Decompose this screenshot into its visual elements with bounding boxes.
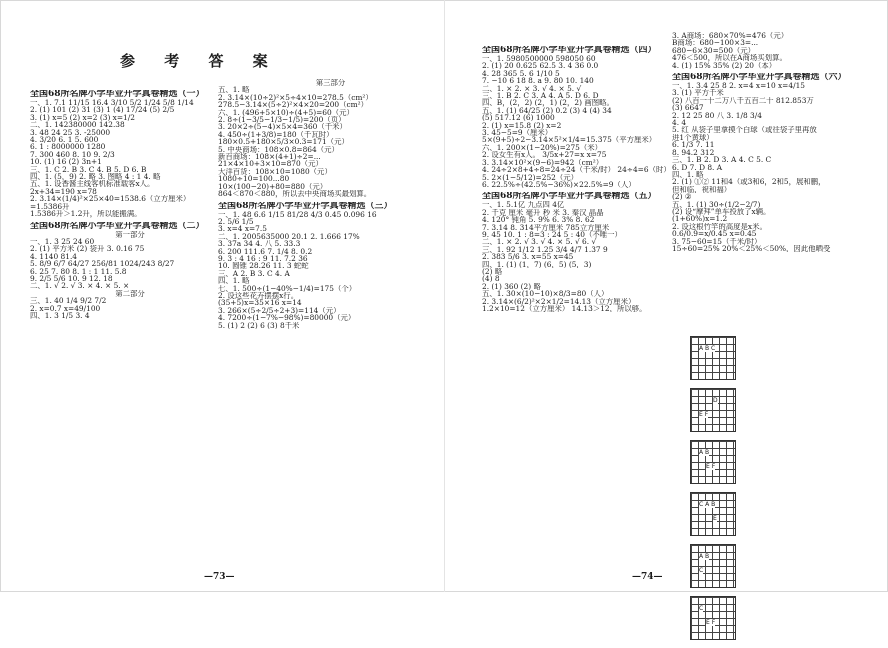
answer-line: 2. 3.14×(1/4)²×25×40=1538.6（立方厘米） <box>30 195 191 203</box>
answer-column-3 <box>482 42 682 312</box>
answer-line: 2. 设女生有x人。 3/5x+27=x x=75 <box>482 151 607 159</box>
answer-line: 3. (1) 平方千米 <box>672 89 724 97</box>
answer-line: (2) 略 <box>482 267 503 276</box>
answer-line: 680−6×30=500（元） <box>672 46 756 55</box>
answer-line: 四、1. (5，9) 2. 略 3. 图略 4 : 1 4. 略 <box>30 173 161 181</box>
answer-line: 2. (1) 平方米 (2) 袋升 3. 0.16 75 <box>30 245 145 253</box>
answer-line: 2. 设这些花卉摆摆x行。 <box>218 291 299 300</box>
answer-column-1 <box>30 86 230 319</box>
answer-line: 2. (1) ①② 11和4（或3和6，2和5，展和鹏， <box>672 178 826 186</box>
answer-line: 3. 266×(5÷2/5÷2+3)=114（元） <box>218 306 341 315</box>
answer-line: 5×(9+5)÷2−3.14×5²×1/4=15.375（平方厘米） <box>482 136 657 144</box>
answer-line: 二、1. × 2. × 3. √ 4. × 5. √ <box>482 84 582 93</box>
section-heading: 全国68所名牌小学毕业升学真卷精选（四） <box>482 46 657 55</box>
part-heading: 第二部分 <box>115 289 145 298</box>
answer-line: 6. 1/3 7. 11 <box>672 141 715 149</box>
section-heading: 全国68所名牌小学毕业升学真卷精选（六） <box>672 73 847 83</box>
answer-line: 2. 5/6 1/5 <box>218 217 254 226</box>
answer-line: 一、1. 48 6.6 1/15 81/28 4/3 0.45 0.096 16 <box>218 210 377 218</box>
section-heading: 全国68所名牌小学毕业升学真卷精选（五） <box>482 192 657 202</box>
answer-line: 五、1. (1) 64/25 (2) 0.2 (3) 4 (4) 34 <box>482 106 612 115</box>
answer-line: 一、1. 3.4 25 8 2. x=4 x=10 x=4/15 <box>672 82 805 90</box>
section-heading: 全国68所名牌小学毕业升学真卷精选（三） <box>218 201 393 211</box>
answer-line: 7. 3.14 8. 314平方厘米 785立方厘米 <box>482 223 610 231</box>
section-heading: 全国68所名牌小学毕业升学真卷精选（一） <box>30 90 205 99</box>
answer-line: (1+60%)x=1.2 <box>672 215 728 223</box>
answer-line: 4. 1140 81.4 <box>30 252 78 261</box>
answer-column-2 <box>218 79 443 329</box>
answer-line: 4. 120° 钝角 5. 9% 6. 3% 8. 62 <box>482 216 595 224</box>
answer-line: 二、1. × 2. √ 3. √ 4. × 5. √ 6. √ <box>482 238 597 246</box>
answer-line: 4. 4 <box>672 119 687 127</box>
answer-line: 4. 3/20 6. 1 5. 600 <box>30 136 99 144</box>
answer-line: 0.6/0.9=x/0.45 x=0.45 <box>672 230 757 238</box>
page-fold <box>444 0 445 592</box>
answer-line: 7. 300 460 8. 10 9. 2/3 <box>30 150 115 159</box>
answer-line: 5. 8/9 6/7 64/27 256/81 1024/243 8/27 <box>30 260 175 268</box>
answer-line: 六、1. 200×(1−20%)=275（米） <box>482 143 603 152</box>
answer-line: 进1个黄球） <box>672 133 714 142</box>
answer-line: (2) ② <box>672 193 692 201</box>
answer-line: 二、1. 2005635000 20.1 2. 1.666 17% <box>218 232 360 241</box>
answer-line: 三、1. B 2. D 3. A 4. C 5. C <box>672 156 772 164</box>
answer-line: 9. 3 : 4 16 : 9 11. 7.2 36 <box>218 254 308 263</box>
answer-line: (2) 设“摩拜”单车投放了x辆。 <box>672 207 771 216</box>
answer-line: 三、1. 40 1/4 9/2 7/2 <box>30 297 107 305</box>
answer-line: 21×4×10+3×10=870（元） <box>218 160 323 168</box>
answer-line: 四、1. 3 1/5 3. 4 <box>30 311 90 320</box>
answer-line: 1.5386升＞1.2升，所以能搬满。 <box>30 210 142 218</box>
answer-line: 7. −10 6 18 8. a 9. 80 10. 140 <box>482 77 594 85</box>
answer-line: 2. (1) x=15.8 (2) x=2 <box>482 121 562 130</box>
answer-line: 五、1. 设香酱主线客机标准载客x人。 <box>30 180 155 188</box>
answer-line: 三、A 2. B 3. C 4. A <box>218 269 290 278</box>
answer-line: 一、1. 5980500000 598050 60 <box>482 55 596 63</box>
answer-line: 10×(100−20)+80=880（元） <box>218 182 328 191</box>
answer-line: 新百商场：108×(4+1)÷2=... <box>218 153 321 161</box>
answer-line: 8. 94.2 312 <box>672 148 715 157</box>
answer-line: 6. 1 : 8000000 1280 <box>30 143 106 151</box>
answer-line: 3. 20×2÷(5−4)×5×4=360（千米） <box>218 123 347 131</box>
answer-line: =1.5386升 <box>30 202 70 211</box>
answer-line: 10. (1) 16 (2) 3n+1 <box>30 158 102 166</box>
answer-line: (3) 6647 <box>672 104 704 112</box>
part-heading: 第三部分 <box>315 79 346 87</box>
answer-line: 2. 3.14×(10÷2)²×5÷4×10=278.5（cm²） <box>218 93 373 102</box>
answer-line: 五、1. (1) 30÷(1/2−2/7) <box>672 200 761 208</box>
answer-column-4 <box>672 32 882 252</box>
answer-line: 6. 200 111.6 7. 1/4 8. 0.2 <box>218 247 313 255</box>
answer-line: 2. 383 5/6 3. x=55 x=45 <box>482 253 574 261</box>
page-number-right: —74— <box>632 572 663 582</box>
page-number-left: —73— <box>204 572 235 582</box>
answer-line: 3. 75−60=15（千米/时） <box>672 237 762 245</box>
answer-line: 5. 2×(1−5/12)=252（元） <box>482 173 579 181</box>
answer-line: 一、1. 3 25 24 60 <box>30 237 95 246</box>
answer-line: 三、1. B 2. C 3. A 4. A 5. D 6. D <box>482 92 599 100</box>
answer-line: 一、1. 7.1 11/15 16.4 3/10 5/2 1/24 5/8 1/14 <box>30 99 194 107</box>
answer-line: 9. 45 10. 1 : 8=3 : 24 5 : 40（不唯一） <box>482 230 622 239</box>
answer-line: 三、1. C 2. B 3. C 4. B 5. D 6. B <box>30 165 147 174</box>
answer-line: 四、B，(2，2) (2，1) (2，2) 画图略。 <box>482 99 614 107</box>
grid-figure: C E F <box>690 596 736 640</box>
answer-line: 一、1. 5.1亿 九点四 4亿 <box>482 201 565 209</box>
answer-line: 180×0.5+180×5/3×0.3=171（元） <box>218 138 349 146</box>
answer-line: 五、1. 30×(10−10)×8/3=80（人） <box>482 290 609 298</box>
answer-line: 3. 3.14×10²×(9−6)=942（cm²） <box>482 158 604 167</box>
answer-line: 3. x=4 x=7.5 <box>218 225 267 233</box>
answer-line: 5. 红 从袋子里拿摸个白球（或往袋子里再放 <box>672 126 817 134</box>
answer-line: 2. 8÷(1−3/5−1/3−1/5)=200（页） <box>218 116 346 124</box>
answer-line: 2. (1) 101 (2) 31 (3) 1 (4) 17/24 (5) 2/5 <box>30 106 175 114</box>
answer-line: 七、1. 500÷(1−40%−1/4)=175（个） <box>218 284 357 292</box>
grid-figure: A B C <box>690 544 736 588</box>
answer-line: 278.5−3.14×(5÷2)²×4×20=200（cm²） <box>218 101 369 109</box>
answer-line: 6. 25 7. 80 8. 1 : 1 11. 5.8 <box>30 267 127 275</box>
answer-line: 大洋百货：108×10=1080（元） <box>218 167 332 176</box>
answer-line: 四、1. 略 <box>218 277 250 285</box>
answer-line: 3. 45−5=9（厘米） <box>482 129 553 137</box>
answer-line: 5. (1) 2 (2) 6 (3) 8千米 <box>218 321 300 329</box>
answer-line: 15÷60=25% 20%＜25%＜50%，因此他晒受 <box>672 244 831 253</box>
answer-line: 五、1. 略 <box>218 86 250 94</box>
grid-figures <box>690 336 790 648</box>
grid-figure: A B C <box>690 336 736 380</box>
answer-line: (35+5)x=35×16 x=14 <box>218 299 302 307</box>
answer-line: 4. 28 365 5. 6 1/10 5 <box>482 69 560 78</box>
answer-line: 4. 24÷2×8+4÷8=24÷24（千米/时） 24÷4=6（时） <box>482 166 671 174</box>
answer-line: 2x+34=190 x=78 <box>30 187 97 196</box>
answer-line: (2) 八百一十二万八千五百二十 812.853万 <box>672 96 814 105</box>
answer-line: 2. 3.14×(6/2)²×2×1/2=14.13（立方厘米） <box>482 297 636 305</box>
grid-figure: A B E F <box>690 440 736 484</box>
answer-line: 四、1. 略 <box>672 170 704 179</box>
answer-line: 6. D 7. D 8. A <box>672 163 723 171</box>
answer-line: 二、1. 142380000 142.38 <box>30 121 125 129</box>
answer-line: 9. 2/5 5/6 10. 9 12. 18 <box>30 274 113 283</box>
answer-line: 5. 中央商场：108×0.8=864（元） <box>218 145 339 154</box>
answer-line: 3. (1) x=5 (2) x=2 (3) x=1/2 <box>30 113 135 122</box>
answer-line: 1.2×10=12（立方厘米） 14.13＞12，所以够。 <box>482 305 647 313</box>
answer-line: 1080÷10=100...80 <box>218 175 290 183</box>
answer-line: 3. 37a 34 4. 八 5. 33.3 <box>218 240 301 248</box>
answer-line: 2. 12 25 80 八 3. 1/8 3/4 <box>672 111 762 120</box>
answer-line: 三、1. 92 1/12 1.25 3/4 4/7 1.37 9 <box>482 245 608 254</box>
answer-line: 476＜500，所以在A商场买划算。 <box>672 54 787 62</box>
grid-figure: D E F <box>690 388 736 432</box>
answer-line: 四、1. (1) (1，7) (6，5) (5，3) <box>482 260 592 268</box>
answer-line: 但和临，祝和福） <box>672 185 732 194</box>
answer-line: 4. 7200÷(1−7%−98%)=80000（元） <box>218 314 356 322</box>
answer-line: 2. (1) 360 (2) 略 <box>482 282 541 291</box>
answer-line: 864＜870＜880，所以去中央商场买最划算。 <box>218 190 372 198</box>
answer-line: 10. 圆锥 28.26 11. 3 蛇蛇 <box>218 262 309 270</box>
section-heading: 全国68所名牌小学毕业升学真卷精选（二） <box>30 221 205 231</box>
answer-line: 2. x=0.7 x=49/100 <box>30 304 101 312</box>
answer-line: 6. 22.5%÷(42.5%−36%)×22.5%=9（人） <box>482 180 636 189</box>
page-title: 参 考 答 案 <box>120 52 280 70</box>
answer-line: 2. (1) 20 0.625 62.5 3. 4 36 0.0 <box>482 62 599 70</box>
answer-line: (4) 8 <box>482 275 500 283</box>
answer-line: 二、1. √ 2. √ 3. × 4. × 5. × <box>30 282 130 290</box>
answer-line: 3. A商场：680×70%=476（元） <box>672 32 789 40</box>
answer-line: 4. (1) 15% 35% (2) 20（本） <box>672 61 777 70</box>
answer-line: B商场：680−100×3=... <box>672 39 759 47</box>
part-heading: 第一部分 <box>115 230 145 238</box>
answer-line: (5) 517.12 (6) 1000 <box>482 114 555 122</box>
answer-line: 3. 48 24 25 3. -25000 <box>30 128 111 137</box>
grid-figure: C A B E <box>690 492 736 536</box>
answer-line: 4. 450÷(1+3/8)=180（千瓦时） <box>218 130 334 139</box>
answer-line: 六、1. (496+5×10)÷(4+5)=60（元） <box>218 108 354 117</box>
answer-line: 2. 设这根竹竿的高度是x米。 <box>672 222 767 231</box>
answer-line: 2. 千克 厘米 毫升 秒 米 3. 秦汉 晶晶 <box>482 208 604 217</box>
